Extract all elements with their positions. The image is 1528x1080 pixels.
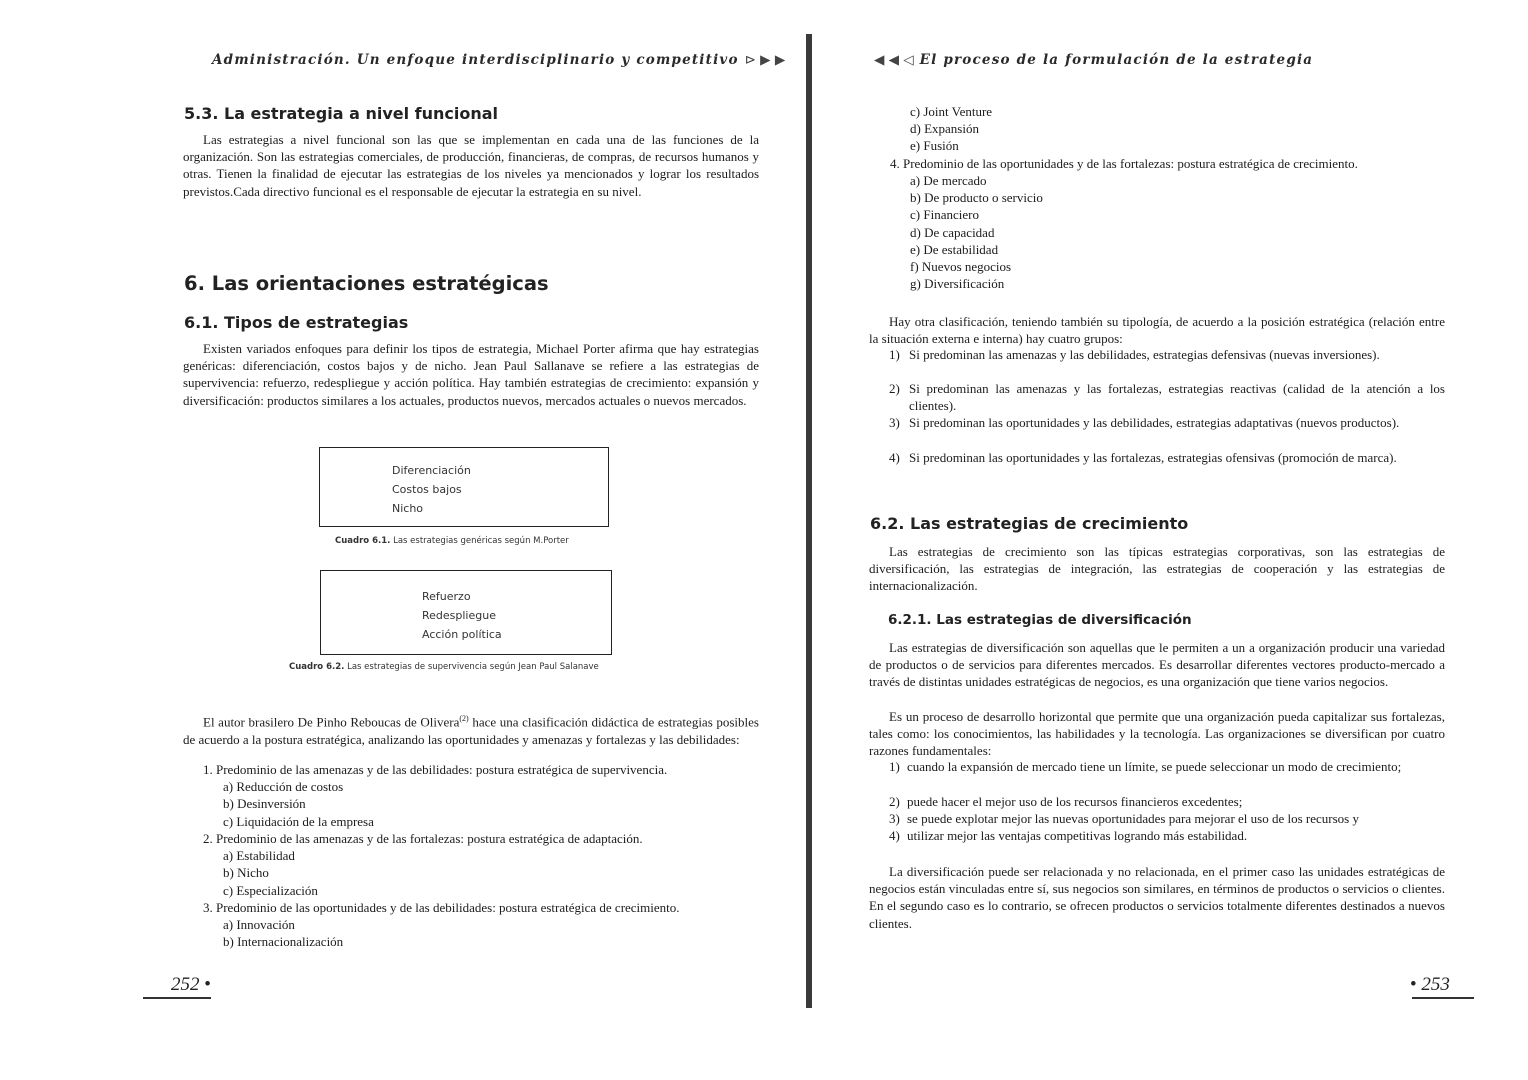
grupo-text: Si predominan las amenazas y las debilidades, estrategias defensivas (nuevas inversiones). [909,347,1380,362]
page-number-left: 252 • [171,974,211,995]
list-item: 3. Predominio de las oportunidades y de las debilidades: postura estratégica de crecimiento. [203,900,680,915]
grupo-text: Si predominan las amenazas y las fortalezas, estrategias reactivas (calidad de la atención a los clientes). [909,381,1445,414]
list-item: 4. Predominio de las oportunidades y de las fortalezas: postura estratégica de crecimiento. [890,156,1358,171]
page-number-rule [1412,997,1474,999]
autor-text-a: El autor brasilero De Pinho Reboucas de Olivera [203,714,460,730]
autor-text-b: hace una clasificación didáctica de estrategias posibles de acuerdo a la postura estratégica, analizando las oportunidades y amenazas y fortalezas y las debilidades: [183,714,759,747]
list-item: a) Reducción de costos [223,779,344,794]
caption-text: Las estrategias de supervivencia según Jean Paul Salanave [347,662,599,672]
forward-arrows-icon: ⊳ ▶ ▶ [744,52,786,68]
grupo-number: 2) [889,381,900,396]
left-running-head-text: Administración. Un enfoque interdisciplinario y competitivo [212,52,739,68]
list-item: c) Liquidación de la empresa [223,814,374,829]
right-running-head-text: El proceso de la formulación de la estrategia [919,52,1314,68]
box1-item: Costos bajos [392,483,462,496]
autor-paragraph [183,710,759,748]
footnote-ref: (2) [459,714,469,723]
razon-text: cuando la expansión de mercado tiene un límite, se puede seleccionar un modo de crecimiento; [907,759,1402,774]
caption-label: Cuadro 6.2. [289,662,345,672]
list-item: a) Innovación [223,917,295,932]
left-running-head [212,52,785,68]
section-5-3-title: 5.3. La estrategia a nivel funcional [184,104,499,123]
book-spine [806,34,812,1008]
razon-number: 4) [889,828,900,843]
diversificacion-body-1: Las estrategias de diversificación son aquellas que le permiten a un a organización producir una variedad de productos o de servicios para diferentes mercados. Es desarrollar diferentes vectores producto-mercado a través de distintas unidades estratégicas de negocios, es una organización que tiene varios negocios. [869,640,1445,690]
section-6-1-title: 6.1. Tipos de estrategias [184,313,409,332]
section-6-2-title: 6.2. Las estrategias de crecimiento [870,514,1189,533]
list-item: b) De producto o servicio [910,190,1043,205]
box2-item: Redespliegue [422,609,496,622]
backward-arrows-icon: ◀ ◀ ◁ [874,52,914,68]
box2-item: Acción política [422,628,502,641]
list-item: d) De capacidad [910,225,995,240]
cuadro-6-1-caption [335,536,569,546]
list-item: g) Diversificación [910,276,1005,291]
right-running-head [874,52,1313,68]
list-item: a) Estabilidad [223,848,295,863]
razon-number: 2) [889,794,900,809]
list-item: a) De mercado [910,173,987,188]
list-item: e) De estabilidad [910,242,999,257]
grupo-text: Si predominan las oportunidades y las fortalezas, estrategias ofensivas (promoción de marca). [909,450,1397,465]
page-number-right-text: 253 [1421,974,1450,995]
razon-text: puede hacer el mejor uso de los recursos financieros excedentes; [907,794,1243,809]
right-page [814,0,1528,1080]
grupo-text: Si predominan las oportunidades y las debilidades, estrategias adaptativas (nuevos productos). [909,415,1400,430]
page-number-right: • 253 [1410,974,1450,995]
list-item: f) Nuevos negocios [910,259,1012,274]
caption-label: Cuadro 6.1. [335,536,391,546]
diversificacion-body-2: Es un proceso de desarrollo horizontal que permite que una organización pueda capitalizar sus fortalezas, tales como: los conocimientos, las habilidades y la tecnología. Las organizaciones se diversifican por cuatro razones fundamentales: [869,709,1445,759]
razon-number: 3) [889,811,900,826]
box2-item: Refuerzo [422,590,471,603]
cuadro-6-2-caption [289,662,599,672]
box1-item: Nicho [392,502,424,515]
grupo-number: 4) [889,450,900,465]
razon-text: utilizar mejor las ventajas competitivas logrando más estabilidad. [907,828,1248,843]
list-item: e) Fusión [910,138,959,153]
page-number-rule [143,997,211,999]
list-item: c) Joint Venture [910,104,993,119]
grupo-number: 1) [889,347,900,362]
section-6-2-1-title: 6.2.1. Las estrategias de diversificación [888,612,1192,628]
section-6-title: 6. Las orientaciones estratégicas [184,272,549,295]
list-item: b) Nicho [223,865,269,880]
cuadro-6-2-box [320,570,612,655]
section-6-2-body: Las estrategias de crecimiento son las típicas estrategias corporativas, son las estrategias de diversificación, las estrategias de integración, las estrategias de cooperación y las estrategias de internacionalización. [869,544,1445,594]
diversificacion-body-3: La diversificación puede ser relacionada y no relacionada, en el primer caso las unidades estratégicas de negocios están vinculadas entre sí, sus negocios son similares, en términos de productos o servicios o clientes. En el segundo caso es lo contrario, se ofrecen productos o servicios totalmente diferentes destinados a nuevos clientes. [869,864,1445,931]
list-item: b) Internacionalización [223,934,344,949]
section-5-3-body: Las estrategias a nivel funcional son las que se implementan en cada una de las funciones de la organización. Son las estrategias comerciales, de producción, financieras, de compras, de recursos humanos y otras. Tienen la finalidad de ejecutar las estrategias de los niveles ya mencionados y lograr los resultados previstos.Cada directivo funcional es el responsable de ejecutar la estrategia en su nivel. [183,132,759,199]
page-number-left-text: 252 [171,974,200,995]
razon-text: se puede explotar mejor las nuevas oportunidades para mejorar el uso de los recursos y [907,811,1359,826]
box1-item: Diferenciación [392,464,471,477]
cuadro-6-1-box [319,447,609,527]
grupo-number: 3) [889,415,900,430]
section-6-1-body: Existen variados enfoques para definir los tipos de estrategia, Michael Porter afirma que hay estrategias genéricas: diferenciación, costos bajos y de nicho. Jean Paul Sallanave se refiere a las estrategias de supervivencia: refuerzo, redespliegue y acción política. Hay también estrategias de crecimiento: expansión y diversificación: productos similares a los actuales, productos nuevos, mercados actuales o nuevos mercados. [183,341,759,408]
otra-clasificacion-paragraph: Hay otra clasificación, teniendo también su tipología, de acuerdo a la posición estratégica (relación entre la situación externa e interna) hay cuatro grupos: [869,314,1445,347]
list-item: d) Expansión [910,121,979,136]
list-item: c) Financiero [910,207,979,222]
list-item: b) Desinversión [223,796,306,811]
list-item: 2. Predominio de las amenazas y de las fortalezas: postura estratégica de adaptación. [203,831,643,846]
list-item: 1. Predominio de las amenazas y de las debilidades: postura estratégica de supervivencia. [203,762,668,777]
list-item: c) Especialización [223,883,318,898]
caption-text: Las estrategias genéricas según M.Porter [393,536,569,546]
razon-number: 1) [889,759,900,774]
